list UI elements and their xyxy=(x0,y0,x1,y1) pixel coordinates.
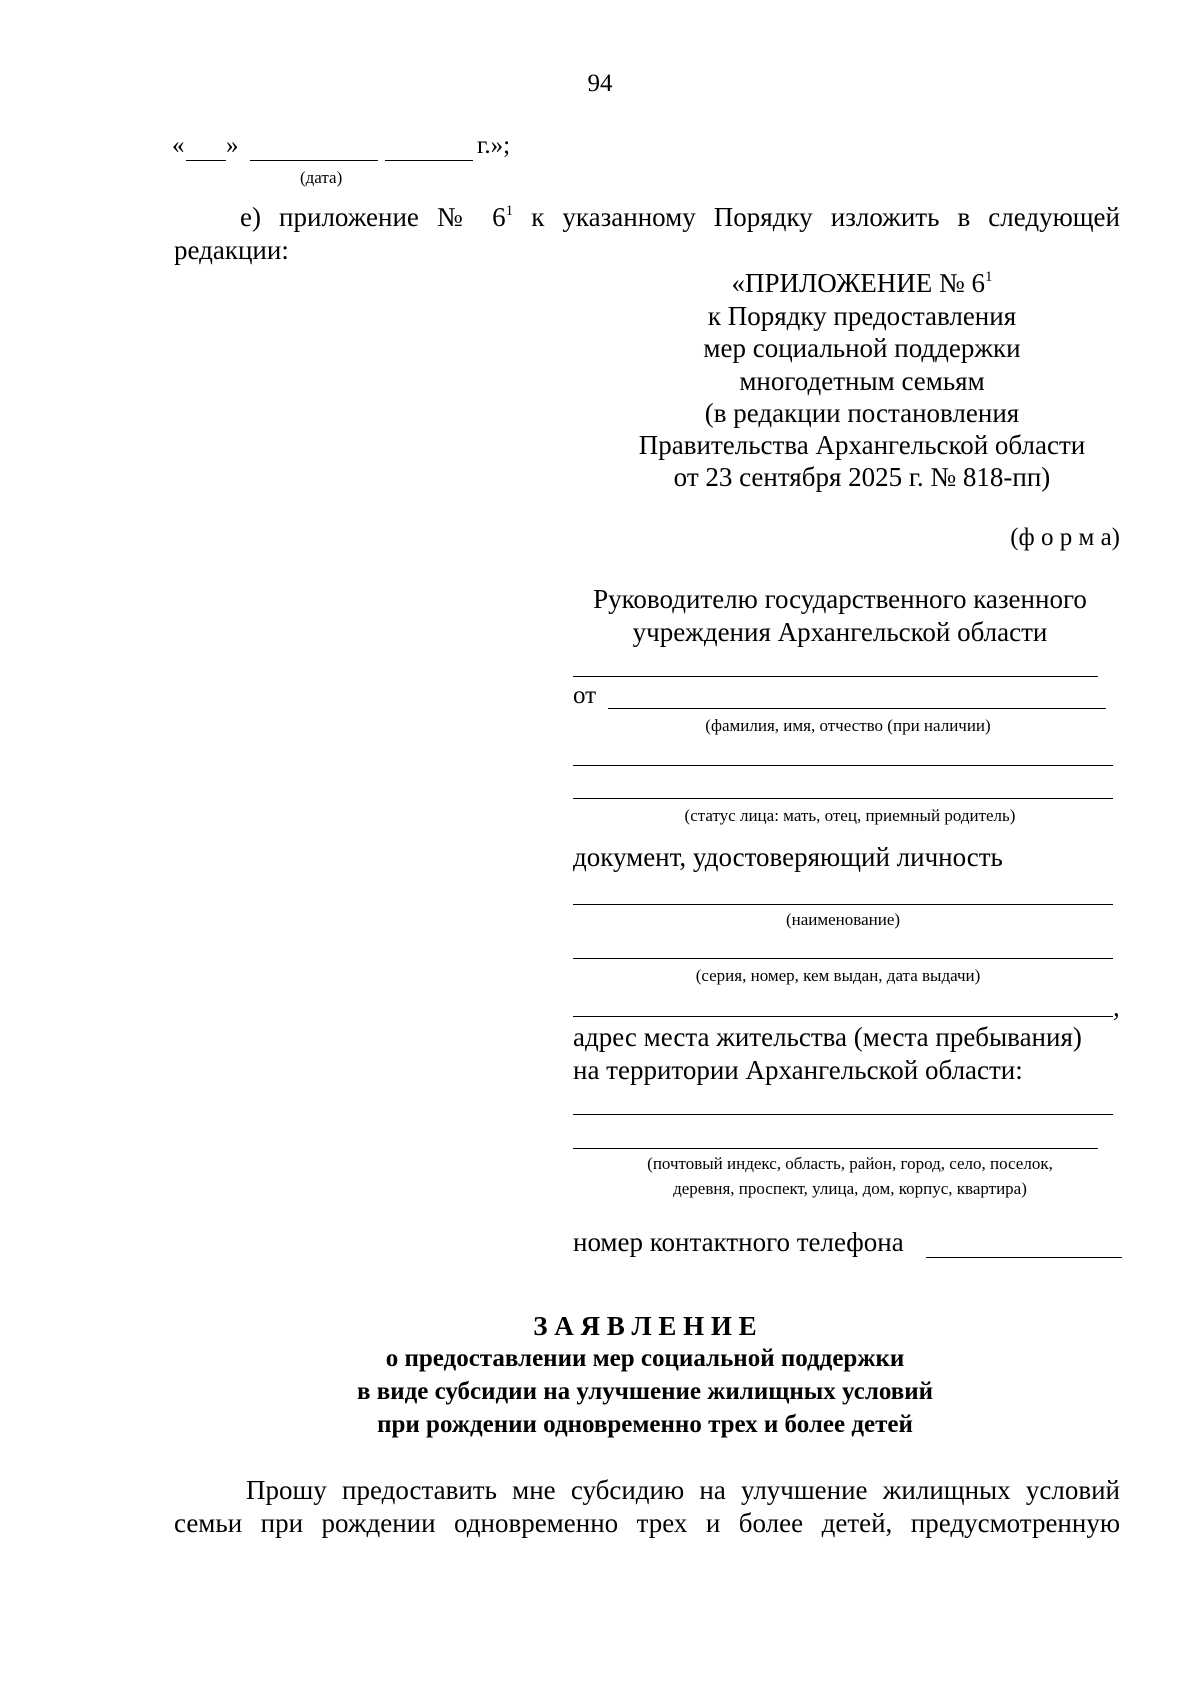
date-day-blank[interactable] xyxy=(186,160,226,161)
addressee-org-blank[interactable] xyxy=(573,676,1098,677)
item-e-text: е) приложение № 6 xyxy=(240,202,506,232)
date-year-suffix: г.»; xyxy=(477,132,511,159)
addressee-line1: Руководителю государственного казенного xyxy=(593,584,1087,614)
doc-label: документ, удостоверяющий личность xyxy=(573,842,1003,872)
statement-subtitle-3: при рождении одновременно трех и более детей xyxy=(377,1411,913,1438)
appendix-line: к Порядку предоставления xyxy=(707,301,1017,331)
body-line-1 xyxy=(174,1475,1120,1506)
date-caption: (дата) xyxy=(300,168,343,187)
item-e-line2: редакции: xyxy=(174,235,289,265)
body-line-1-text: Прошу предоставить мне субсидию на улучшение жилищных условий xyxy=(246,1475,1120,1505)
status-blank-2[interactable] xyxy=(573,798,1113,799)
appendix-line: от 23 сентября 2025 г. № 818-пп) xyxy=(673,462,1051,492)
address-label-2: на территории Архангельской области: xyxy=(573,1055,1023,1085)
appendix-line: (в редакции постановления xyxy=(704,398,1020,428)
comma-mark: , xyxy=(1113,992,1120,1022)
from-label: от xyxy=(573,682,597,709)
statement-subtitle-1: о предоставлении мер социальной поддержки xyxy=(385,1345,905,1372)
item-e-line1 xyxy=(174,202,1120,233)
item-e-sup: 1 xyxy=(505,203,514,219)
doc-details-caption: (серия, номер, кем выдан, дата выдачи) xyxy=(695,966,981,985)
address-blank-2[interactable] xyxy=(573,1148,1098,1149)
date-year-blank[interactable] xyxy=(385,160,473,161)
appendix-line: многодетным семьям xyxy=(739,366,985,396)
phone-blank[interactable] xyxy=(926,1257,1122,1258)
date-open-quote: « xyxy=(172,132,185,159)
fio-caption: (фамилия, имя, отчество (при наличии) xyxy=(705,716,991,735)
appendix-line: мер социальной поддержки xyxy=(703,333,1021,363)
page-number: 94 xyxy=(587,70,613,97)
address-label-1: адрес места жительства (места пребывания) xyxy=(573,1022,1082,1052)
form-label: (ф о р м а) xyxy=(1010,524,1120,551)
address-blank-1[interactable] xyxy=(573,1114,1113,1115)
date-close-quote: » xyxy=(226,132,239,159)
status-caption: (статус лица: мать, отец, приемный родитель) xyxy=(684,806,1016,825)
phone-label: номер контактного телефона xyxy=(573,1227,904,1257)
address-caption-1: (почтовый индекс, область, район, город, село, поселок, xyxy=(647,1154,1053,1173)
appendix-title-sup: 1 xyxy=(985,269,993,285)
item-e-text-after: к указанному Порядку изложить в следующей xyxy=(513,202,1120,232)
doc-name-blank[interactable] xyxy=(573,904,1113,905)
statement-heading: З А Я В Л Е Н И Е xyxy=(533,1311,757,1341)
statement-subtitle-2: в виде субсидии на улучшение жилищных условий xyxy=(356,1378,934,1405)
appendix-title-text: «ПРИЛОЖЕНИЕ № 6 xyxy=(731,268,986,298)
doc-details-blank[interactable] xyxy=(573,958,1113,959)
addressee-line2: учреждения Архангельской области xyxy=(632,617,1048,647)
fio-blank[interactable] xyxy=(608,708,1106,709)
address-caption-2: деревня, проспект, улица, дом, корпус, квартира) xyxy=(673,1179,1027,1198)
appendix-title xyxy=(622,268,1102,299)
date-month-blank[interactable] xyxy=(250,160,378,161)
appendix-line: Правительства Архангельской области xyxy=(638,430,1086,460)
doc-name-caption: (наименование) xyxy=(785,910,901,929)
status-blank-1[interactable] xyxy=(573,765,1113,766)
doc-extra-blank[interactable] xyxy=(573,1016,1113,1017)
body-line-2: семьи при рождении одновременно трех и более детей, предусмотренную xyxy=(174,1508,1120,1538)
